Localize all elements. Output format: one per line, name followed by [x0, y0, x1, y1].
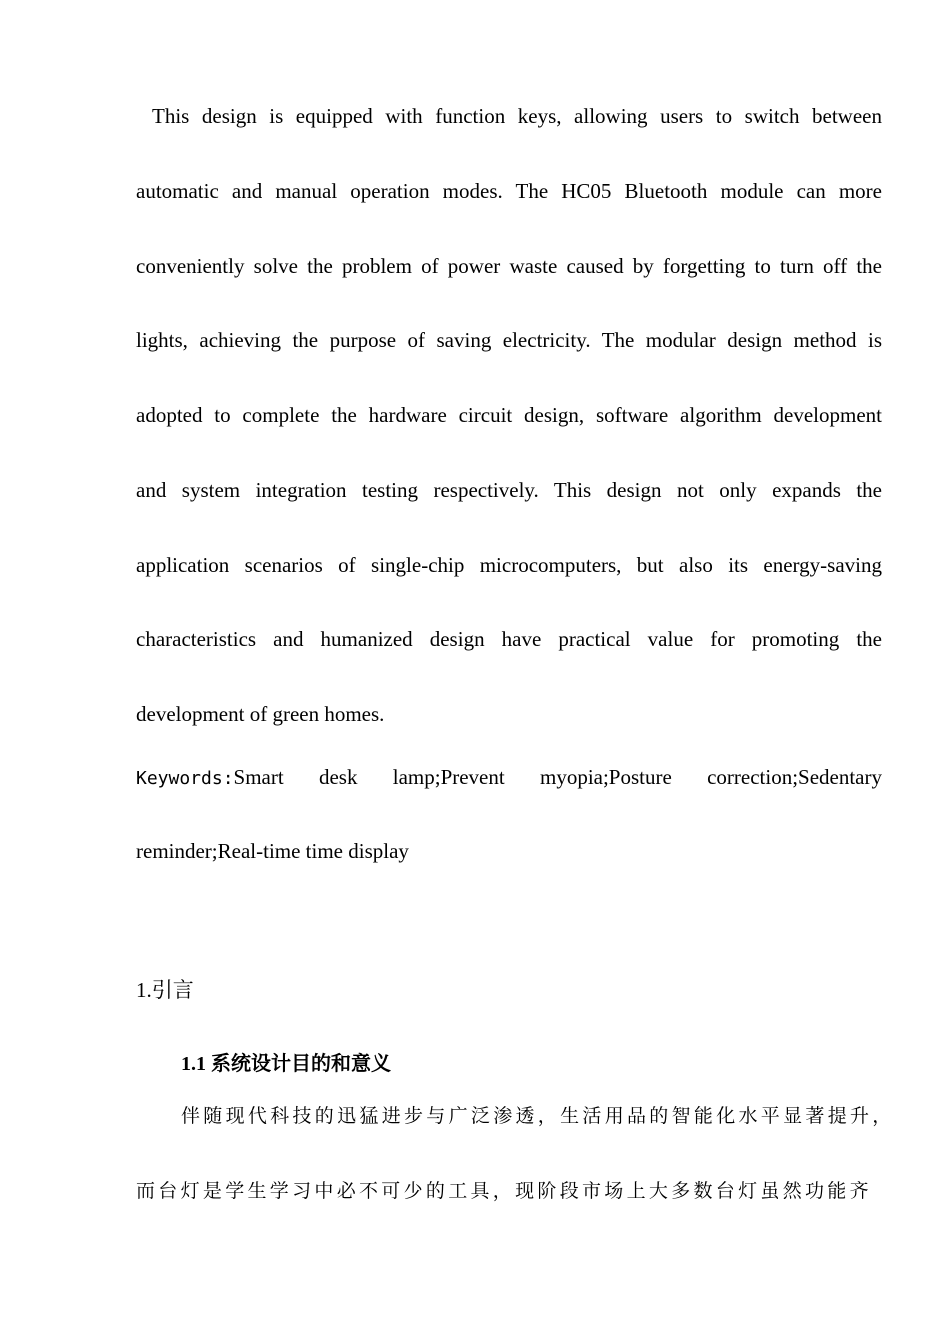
section-heading: 1.引言 [136, 978, 194, 1002]
keywords-label: Keywords: [136, 768, 234, 789]
abstract-line: adopted to complete the hardware circuit design, software algorithm development [136, 403, 882, 427]
body-paragraph-line: 伴随现代科技的迅猛进步与广泛渗透，生活用品的智能化水平显著提升， [181, 1105, 895, 1127]
abstract-line: This design is equipped with function keys, allowing users to switch between [152, 104, 882, 128]
abstract-line: characteristics and humanized design have practical value for promoting the [136, 627, 882, 651]
keywords-line-continued: reminder;Real-time time display [136, 839, 409, 863]
abstract-line: lights, achieving the purpose of saving electricity. The modular design method is [136, 328, 882, 352]
abstract-line: automatic and manual operation modes. The HC05 Bluetooth module can more [136, 179, 882, 203]
abstract-line: conveniently solve the problem of power waste caused by forgetting to turn off the [136, 254, 882, 278]
keywords-text: Smart desk lamp;Prevent myopia;Posture correction;Sedentary [233, 765, 882, 789]
body-paragraph-line: 而台灯是学生学习中必不可少的工具，现阶段市场上大多数台灯虽然功能齐 [136, 1180, 872, 1202]
subsection-heading: 1.1 系统设计目的和意义 [181, 1053, 391, 1075]
abstract-line: application scenarios of single-chip microcomputers, but also its energy-saving [136, 553, 882, 577]
keywords-line [136, 764, 882, 792]
abstract-line: development of green homes. [136, 702, 385, 726]
abstract-line: and system integration testing respectively. This design not only expands the [136, 478, 882, 502]
